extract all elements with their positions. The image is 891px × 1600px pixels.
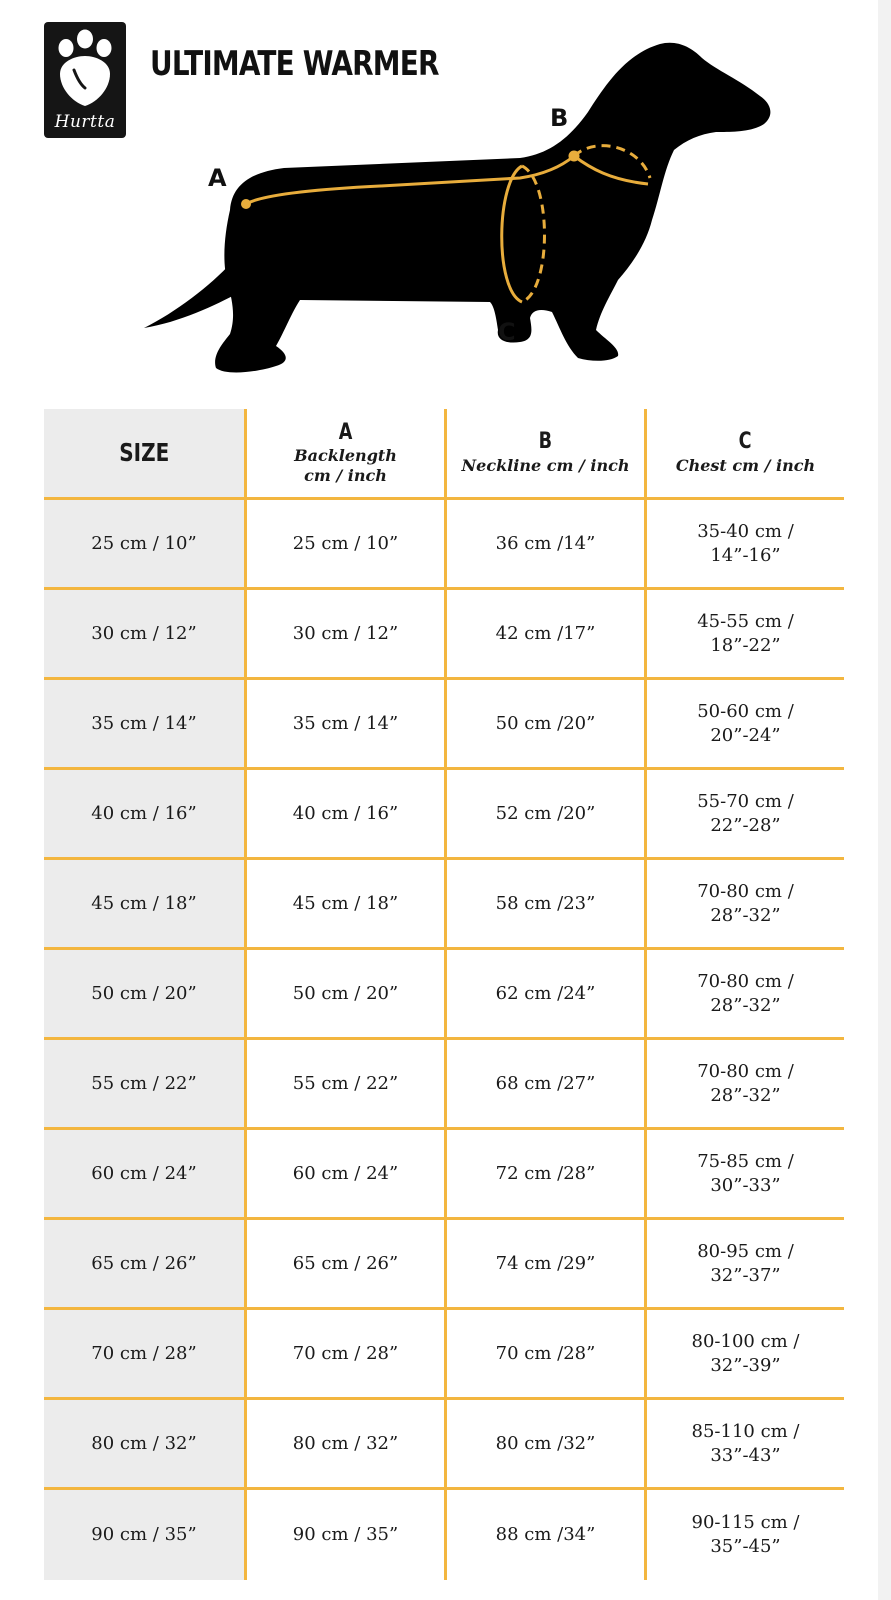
backlength-cell: 65 cm / 26”: [244, 1220, 444, 1307]
header-c-letter: C: [739, 429, 752, 454]
chest-cell: 80-95 cm / 32”-37”: [644, 1220, 844, 1307]
size-table: [44, 409, 844, 1580]
size-cell: 65 cm / 26”: [44, 1220, 244, 1307]
header-b-desc: Neckline cm / inch: [461, 456, 630, 475]
chest-cell: 80-100 cm / 32”-39”: [644, 1310, 844, 1397]
neckline-cell: 74 cm /29”: [444, 1220, 644, 1307]
page-title: ULTIMATE WARMER: [150, 44, 439, 84]
backlength-cell: 60 cm / 24”: [244, 1130, 444, 1217]
backlength-cell: 25 cm / 10”: [244, 500, 444, 587]
header-neckline: [444, 409, 644, 497]
size-cell: 45 cm / 18”: [44, 860, 244, 947]
chest-cell: 55-70 cm / 22”-28”: [644, 770, 844, 857]
chest-cell: 45-55 cm / 18”-22”: [644, 590, 844, 677]
size-cell: 60 cm / 24”: [44, 1130, 244, 1217]
table-row: [44, 1130, 844, 1220]
backlength-cell: 40 cm / 16”: [244, 770, 444, 857]
neckline-cell: 36 cm /14”: [444, 500, 644, 587]
header-a-letter: A: [338, 420, 353, 445]
header-a-desc: Backlength: [294, 446, 397, 465]
size-cell: 70 cm / 28”: [44, 1310, 244, 1397]
table-header-row: [44, 409, 844, 500]
chest-cell: 70-80 cm / 28”-32”: [644, 950, 844, 1037]
size-cell: 80 cm / 32”: [44, 1400, 244, 1487]
backlength-cell: 35 cm / 14”: [244, 680, 444, 767]
chest-cell: 70-80 cm / 28”-32”: [644, 1040, 844, 1127]
brand-name: Hurtta: [54, 112, 116, 132]
neckline-cell: 70 cm /28”: [444, 1310, 644, 1397]
header-size-label: SIZE: [118, 438, 169, 467]
diagram-label-a: A: [208, 164, 227, 192]
neckline-cell: 58 cm /23”: [444, 860, 644, 947]
table-row: [44, 1400, 844, 1490]
neckline-cell: 62 cm /24”: [444, 950, 644, 1037]
chest-cell: 70-80 cm / 28”-32”: [644, 860, 844, 947]
backlength-cell: 50 cm / 20”: [244, 950, 444, 1037]
diagram-label-b: B: [550, 104, 569, 132]
header-chest: [644, 409, 844, 497]
backlength-cell: 80 cm / 32”: [244, 1400, 444, 1487]
table-row: [44, 680, 844, 770]
backlength-cell: 30 cm / 12”: [244, 590, 444, 677]
scroll-edge: [878, 0, 891, 1600]
header-a-unit: cm / inch: [304, 466, 387, 485]
dog-silhouette: [215, 43, 770, 373]
neckline-cell: 42 cm /17”: [444, 590, 644, 677]
table-row: [44, 1040, 844, 1130]
header-size: [44, 409, 244, 497]
header-b-letter: B: [538, 429, 553, 454]
table-row: [44, 770, 844, 860]
neckline-cell: 52 cm /20”: [444, 770, 644, 857]
size-cell: 40 cm / 16”: [44, 770, 244, 857]
header-backlength: [244, 409, 444, 497]
backlength-cell: 55 cm / 22”: [244, 1040, 444, 1127]
diagram-label-c: C: [498, 318, 516, 346]
backlength-start-dot: [241, 199, 251, 209]
neckline-dot: [569, 151, 580, 162]
table-row: [44, 950, 844, 1040]
size-cell: 55 cm / 22”: [44, 1040, 244, 1127]
neckline-cell: 80 cm /32”: [444, 1400, 644, 1487]
table-row: [44, 500, 844, 590]
neckline-cell: 72 cm /28”: [444, 1130, 644, 1217]
table-row: [44, 590, 844, 680]
chest-cell: 35-40 cm / 14”-16”: [644, 500, 844, 587]
size-cell: 30 cm / 12”: [44, 590, 244, 677]
backlength-cell: 70 cm / 28”: [244, 1310, 444, 1397]
table-row: [44, 1220, 844, 1310]
chest-cell: 85-110 cm / 33”-43”: [644, 1400, 844, 1487]
chest-cell: 75-85 cm / 30”-33”: [644, 1130, 844, 1217]
size-cell: 35 cm / 14”: [44, 680, 244, 767]
table-row: [44, 860, 844, 950]
size-cell: 50 cm / 20”: [44, 950, 244, 1037]
neckline-cell: 68 cm /27”: [444, 1040, 644, 1127]
header-c-desc: Chest cm / inch: [675, 456, 816, 475]
backlength-cell: 90 cm / 35”: [244, 1490, 444, 1580]
size-cell: 25 cm / 10”: [44, 500, 244, 587]
size-cell: 90 cm / 35”: [44, 1490, 244, 1580]
neckline-cell: 50 cm /20”: [444, 680, 644, 767]
table-row: [44, 1490, 844, 1580]
dog-measurement-diagram: [140, 36, 790, 386]
backlength-cell: 45 cm / 18”: [244, 860, 444, 947]
chest-cell: 50-60 cm / 20”-24”: [644, 680, 844, 767]
table-row: [44, 1310, 844, 1400]
brand-logo: [44, 22, 126, 138]
chest-cell: 90-115 cm / 35”-45”: [644, 1490, 844, 1580]
neckline-cell: 88 cm /34”: [444, 1490, 644, 1580]
